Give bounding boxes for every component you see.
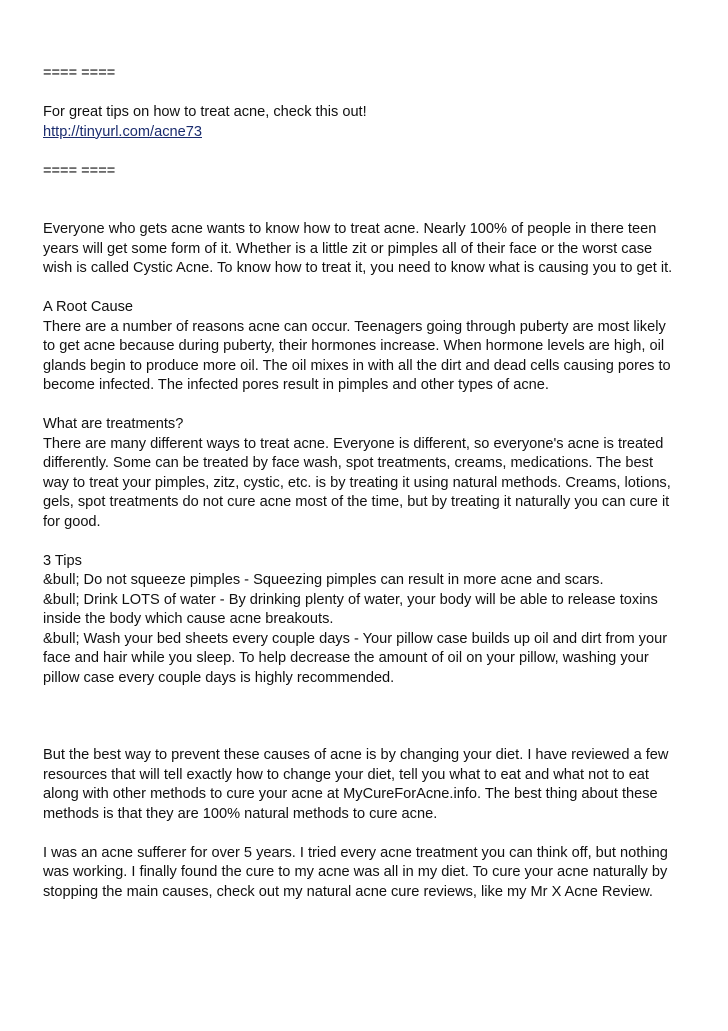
treatments-line: There are many different ways to treat acne. Everyone is different, so everyone's acne is treated: [43, 435, 664, 452]
tip-link[interactable]: http://tinyurl.com/acne73: [43, 123, 202, 140]
spacer: [43, 84, 693, 104]
tip-line: &bull; Do not squeeze pimples - Squeezing pimples can result in more acne and scars.: [43, 572, 604, 588]
treatments-line: differently. Some can be treated by face wash, spot treatments, creams, medications. The best: [43, 455, 654, 471]
spacer: [43, 279, 693, 299]
treatments-line: for good.: [43, 513, 101, 530]
intro-line: wish is called Cystic Acne. To know how to treat it, you need to know what is causing you to get it.: [43, 260, 673, 276]
treatments-line: gels, spot treatments do not cure acne most of the time, but by treating it naturally you can cure it: [43, 494, 670, 510]
tip-line: pillow case every couple days is highly recommended.: [43, 669, 395, 686]
diet-line: resources that will tell exactly how to change your diet, tell you what to eat and what not to eat: [43, 766, 649, 783]
story-paragraph: [43, 844, 693, 903]
root-cause-line: to get acne because during puberty, their hormones increase. When hormone levels are high, oil: [43, 338, 665, 354]
spacer: [43, 396, 693, 416]
diet-line: But the best way to prevent these causes of acne is by changing your diet. I have reviewed a few: [43, 747, 669, 763]
root-cause-line: become infected. The infected pores result in pimples and other types of acne.: [43, 377, 549, 393]
tip-line: face and hair while you sleep. To help decrease the amount of oil on your pillow, washing your: [43, 650, 649, 666]
story-line: was working. I finally found the cure to my acne was all in my diet. To cure your acne naturally by: [43, 864, 668, 880]
treatments-line: way to treat your pimples, zitz, cystic, etc. is by treating it using natural methods. Creams, lotions,: [43, 474, 671, 491]
separator-top: ==== ====: [43, 65, 116, 81]
spacer: [43, 142, 693, 162]
root-cause-section: [43, 298, 693, 396]
section-heading: What are treatments?: [43, 416, 184, 432]
diet-line: along with other methods to cure your acne at MyCureForAcne.info. The best thing about these: [43, 786, 658, 802]
tip-text: For great tips on how to treat acne, check this out!: [43, 104, 367, 120]
spacer: [43, 824, 693, 844]
intro-line: Everyone who gets acne wants to know how to treat acne. Nearly 100% of people in there teen: [43, 221, 657, 237]
intro-line: years will get some form of it. Whether is a little zit or pimples all of their face or the worst case: [43, 240, 653, 257]
treatments-section: [43, 415, 693, 532]
tip-line: &bull; Wash your bed sheets every couple days - Your pillow case builds up oil and dirt from your: [43, 630, 668, 647]
separator-bottom: ==== ====: [43, 162, 116, 179]
diet-paragraph: [43, 746, 693, 824]
tip-line: inside the body which cause acne breakouts.: [43, 611, 334, 627]
spacer: [43, 688, 693, 746]
document-page: [43, 64, 693, 902]
spacer: [43, 532, 693, 552]
root-cause-line: There are a number of reasons acne can occur. Teenagers going through puberty are most likely: [43, 318, 666, 335]
diet-line: methods is that they are 100% natural methods to cure acne.: [43, 805, 438, 822]
intro-paragraph: [43, 220, 693, 279]
tips-section: [43, 552, 693, 689]
section-heading: A Root Cause: [43, 299, 134, 315]
tip-line: &bull; Drink LOTS of water - By drinking plenty of water, your body will be able to release toxins: [43, 591, 658, 608]
section-heading: 3 Tips: [43, 552, 82, 569]
root-cause-line: glands begin to produce more oil. The oil mixes in with all the dirt and dead cells causing pores to: [43, 357, 671, 374]
spacer: [43, 181, 693, 220]
story-line: I was an acne sufferer for over 5 years. I tried every acne treatment you can think off, but nothing: [43, 844, 668, 861]
story-line: stopping the main causes, check out my natural acne cure reviews, like my Mr X Acne Review.: [43, 883, 653, 900]
